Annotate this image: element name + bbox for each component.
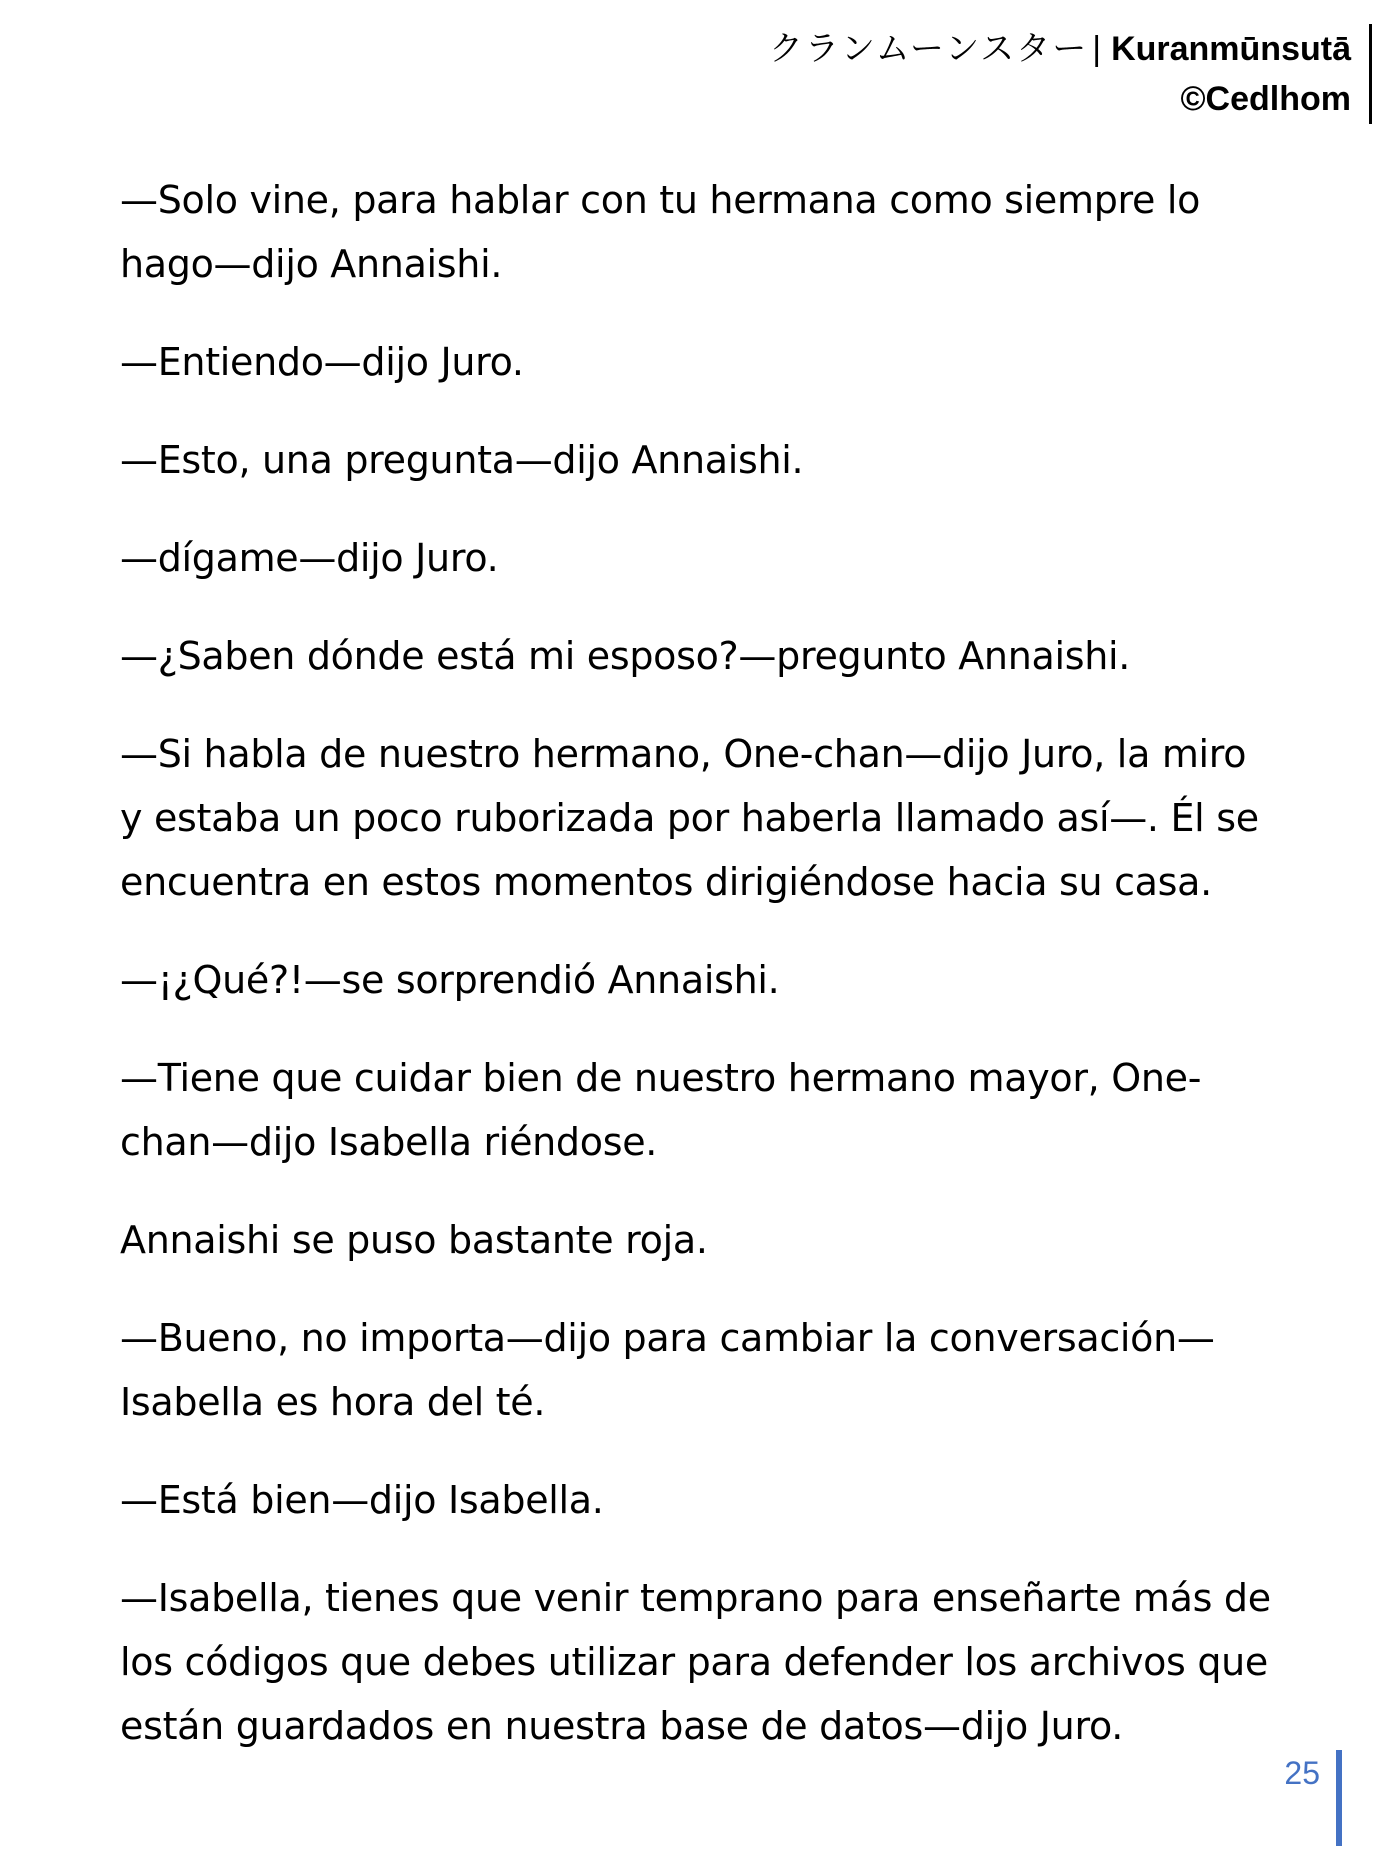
paragraph: —dígame—dijo Juro.	[120, 536, 499, 580]
paragraph: —Entiendo—dijo Juro.	[120, 340, 524, 384]
paragraph: —Esto, una pregunta—dijo Annaishi.	[120, 438, 804, 482]
paragraph: Annaishi se puso bastante roja.	[120, 1218, 708, 1262]
paragraph: —Solo vine, para hablar con tu hermana como siempre lo hago—dijo Annaishi.	[120, 178, 1201, 286]
header-title-romaji: Kuranmūnsutā	[1111, 30, 1351, 68]
header-separator: |	[1092, 30, 1102, 68]
paragraph: —Tiene que cuidar bien de nuestro hermano mayor, One-chan—dijo Isabella riéndose.	[120, 1056, 1202, 1164]
paragraph: —Bueno, no importa—dijo para cambiar la conversación—Isabella es hora del té.	[120, 1316, 1215, 1424]
paragraph: —Isabella, tienes que venir temprano para enseñarte más de los códigos que debes utilizar para defender los archivos que están guardados en nuestra base de datos—dijo Juro.	[120, 1576, 1271, 1748]
page-body	[120, 168, 1280, 1792]
paragraph: —Si habla de nuestro hermano, One-chan—dijo Juro, la miro y estaba un poco ruborizada por haberla llamado así—. Él se encuentra en estos momentos dirigiéndose hacia su casa.	[120, 732, 1259, 904]
page-number	[1284, 1750, 1342, 1846]
paragraph: —¡¿Qué?!—se sorprendió Annaishi.	[120, 958, 780, 1002]
paragraph: —Está bien—dijo Isabella.	[120, 1478, 604, 1522]
running-header	[769, 24, 1372, 124]
header-title-japanese: クランムーンスター	[768, 29, 1089, 69]
header-copyright: ©Cedlhom	[1180, 80, 1351, 118]
page-number-label: 25	[1284, 1755, 1320, 1791]
paragraph: —¿Saben dónde está mi esposo?—pregunto Annaishi.	[120, 634, 1131, 678]
header-title-line	[769, 24, 1351, 74]
